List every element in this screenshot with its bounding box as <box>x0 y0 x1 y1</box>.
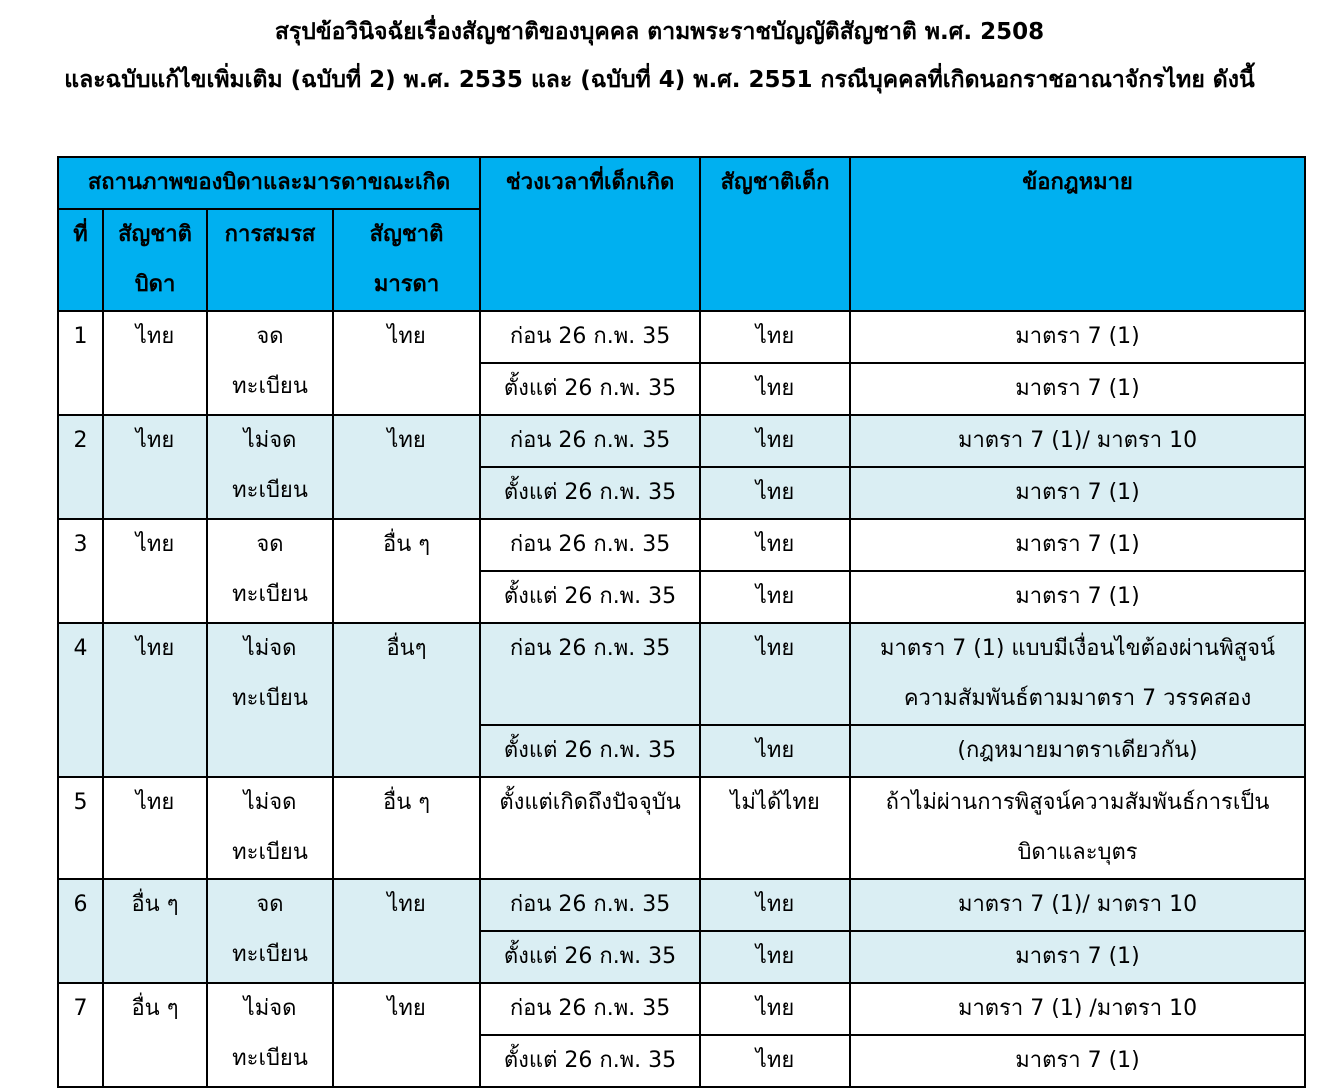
table-row <box>58 519 1305 571</box>
cell-period: ก่อน 26 ก.พ. 35 <box>480 519 700 571</box>
nationality-table <box>57 156 1306 1088</box>
cell-child: ไทย <box>700 467 850 519</box>
cell-father: ไทย <box>103 777 207 879</box>
cell-period: ตั้งแต่ 26 ก.พ. 35 <box>480 931 700 983</box>
cell-law: มาตรา 7 (1) <box>850 363 1305 415</box>
cell-law: มาตรา 7 (1) <box>850 931 1305 983</box>
cell-no: 6 <box>58 879 103 983</box>
cell-period: ตั้งแต่ 26 ก.พ. 35 <box>480 467 700 519</box>
cell-child: ไทย <box>700 415 850 467</box>
cell-no: 4 <box>58 623 103 777</box>
table-row <box>58 623 1305 725</box>
cell-marriage: ไม่จด ทะเบียน <box>207 983 333 1087</box>
cell-period: ตั้งแต่เกิดถึงปัจจุบัน <box>480 777 700 879</box>
cell-period: ก่อน 26 ก.พ. 35 <box>480 623 700 725</box>
cell-father: ไทย <box>103 519 207 623</box>
header-law: ข้อกฎหมาย <box>850 157 1305 311</box>
cell-marriage: จด ทะเบียน <box>207 879 333 983</box>
cell-no: 7 <box>58 983 103 1087</box>
table-row <box>58 311 1305 363</box>
cell-law: มาตรา 7 (1) แบบมีเงื่อนไขต้องผ่านพิสูจน์ ความสัมพันธ์ตามมาตรา 7 วรรคสอง <box>850 623 1305 725</box>
cell-law: มาตรา 7 (1)/ มาตรา 10 <box>850 879 1305 931</box>
cell-child: ไทย <box>700 623 850 725</box>
header-no: ที่ <box>58 209 103 311</box>
cell-father: อื่น ๆ <box>103 983 207 1087</box>
table-row <box>58 879 1305 931</box>
cell-law: ถ้าไม่ผ่านการพิสูจน์ความสัมพันธ์การเป็น บิดาและบุตร <box>850 777 1305 879</box>
header-child-nationality: สัญชาติเด็ก <box>700 157 850 311</box>
title-line-2: และฉบับแก้ไขเพิ่มเติม (ฉบับที่ 2) พ.ศ. 2535 และ (ฉบับที่ 4) พ.ศ. 2551 กรณีบุคคลที่เกิดนอกราชอาณาจักรไทย ดังนี้ <box>64 67 1255 93</box>
cell-marriage: จด ทะเบียน <box>207 311 333 415</box>
cell-law: มาตรา 7 (1) <box>850 519 1305 571</box>
cell-father: ไทย <box>103 623 207 777</box>
cell-period: ตั้งแต่ 26 ก.พ. 35 <box>480 363 700 415</box>
cell-child: ไทย <box>700 931 850 983</box>
cell-no: 1 <box>58 311 103 415</box>
cell-mother: ไทย <box>333 983 480 1087</box>
header-father-nationality: สัญชาติ บิดา <box>103 209 207 311</box>
cell-law: มาตรา 7 (1) /มาตรา 10 <box>850 983 1305 1035</box>
cell-period: ตั้งแต่ 26 ก.พ. 35 <box>480 1035 700 1087</box>
cell-child: ไทย <box>700 311 850 363</box>
cell-child: ไทย <box>700 1035 850 1087</box>
cell-child: ไม่ได้ไทย <box>700 777 850 879</box>
cell-period: ตั้งแต่ 26 ก.พ. 35 <box>480 571 700 623</box>
cell-law: มาตรา 7 (1) <box>850 571 1305 623</box>
cell-mother: อื่น ๆ <box>333 519 480 623</box>
cell-law: มาตรา 7 (1) <box>850 1035 1305 1087</box>
cell-period: ก่อน 26 ก.พ. 35 <box>480 415 700 467</box>
cell-period: ก่อน 26 ก.พ. 35 <box>480 311 700 363</box>
cell-child: ไทย <box>700 519 850 571</box>
cell-marriage: ไม่จด ทะเบียน <box>207 415 333 519</box>
table-row <box>58 415 1305 467</box>
cell-child: ไทย <box>700 363 850 415</box>
cell-mother: ไทย <box>333 311 480 415</box>
header-parent-status: สถานภาพของบิดาและมารดาขณะเกิด <box>58 157 480 209</box>
cell-mother: ไทย <box>333 879 480 983</box>
cell-no: 2 <box>58 415 103 519</box>
cell-child: ไทย <box>700 983 850 1035</box>
cell-period: ตั้งแต่ 26 ก.พ. 35 <box>480 725 700 777</box>
cell-marriage: ไม่จด ทะเบียน <box>207 623 333 777</box>
cell-child: ไทย <box>700 571 850 623</box>
cell-law: (กฎหมายมาตราเดียวกัน) <box>850 725 1305 777</box>
cell-marriage: จด ทะเบียน <box>207 519 333 623</box>
cell-period: ก่อน 26 ก.พ. 35 <box>480 879 700 931</box>
cell-no: 5 <box>58 777 103 879</box>
cell-period: ก่อน 26 ก.พ. 35 <box>480 983 700 1035</box>
cell-law: มาตรา 7 (1)/ มาตรา 10 <box>850 415 1305 467</box>
table-row <box>58 983 1305 1035</box>
cell-law: มาตรา 7 (1) <box>850 467 1305 519</box>
table-row <box>58 777 1305 879</box>
cell-father: ไทย <box>103 311 207 415</box>
cell-father: อื่น ๆ <box>103 879 207 983</box>
cell-law: มาตรา 7 (1) <box>850 311 1305 363</box>
cell-child: ไทย <box>700 725 850 777</box>
header-mother-nationality: สัญชาติ มารดา <box>333 209 480 311</box>
cell-child: ไทย <box>700 879 850 931</box>
cell-father: ไทย <box>103 415 207 519</box>
cell-mother: อื่นๆ <box>333 623 480 777</box>
header-marriage: การสมรส <box>207 209 333 311</box>
cell-marriage: ไม่จด ทะเบียน <box>207 777 333 879</box>
cell-no: 3 <box>58 519 103 623</box>
title-line-1: สรุปข้อวินิจฉัยเรื่องสัญชาติของบุคคล ตามพระราชบัญญัติสัญชาติ พ.ศ. 2508 <box>274 19 1045 45</box>
header-period: ช่วงเวลาที่เด็กเกิด <box>480 157 700 311</box>
cell-mother: อื่น ๆ <box>333 777 480 879</box>
cell-mother: ไทย <box>333 415 480 519</box>
